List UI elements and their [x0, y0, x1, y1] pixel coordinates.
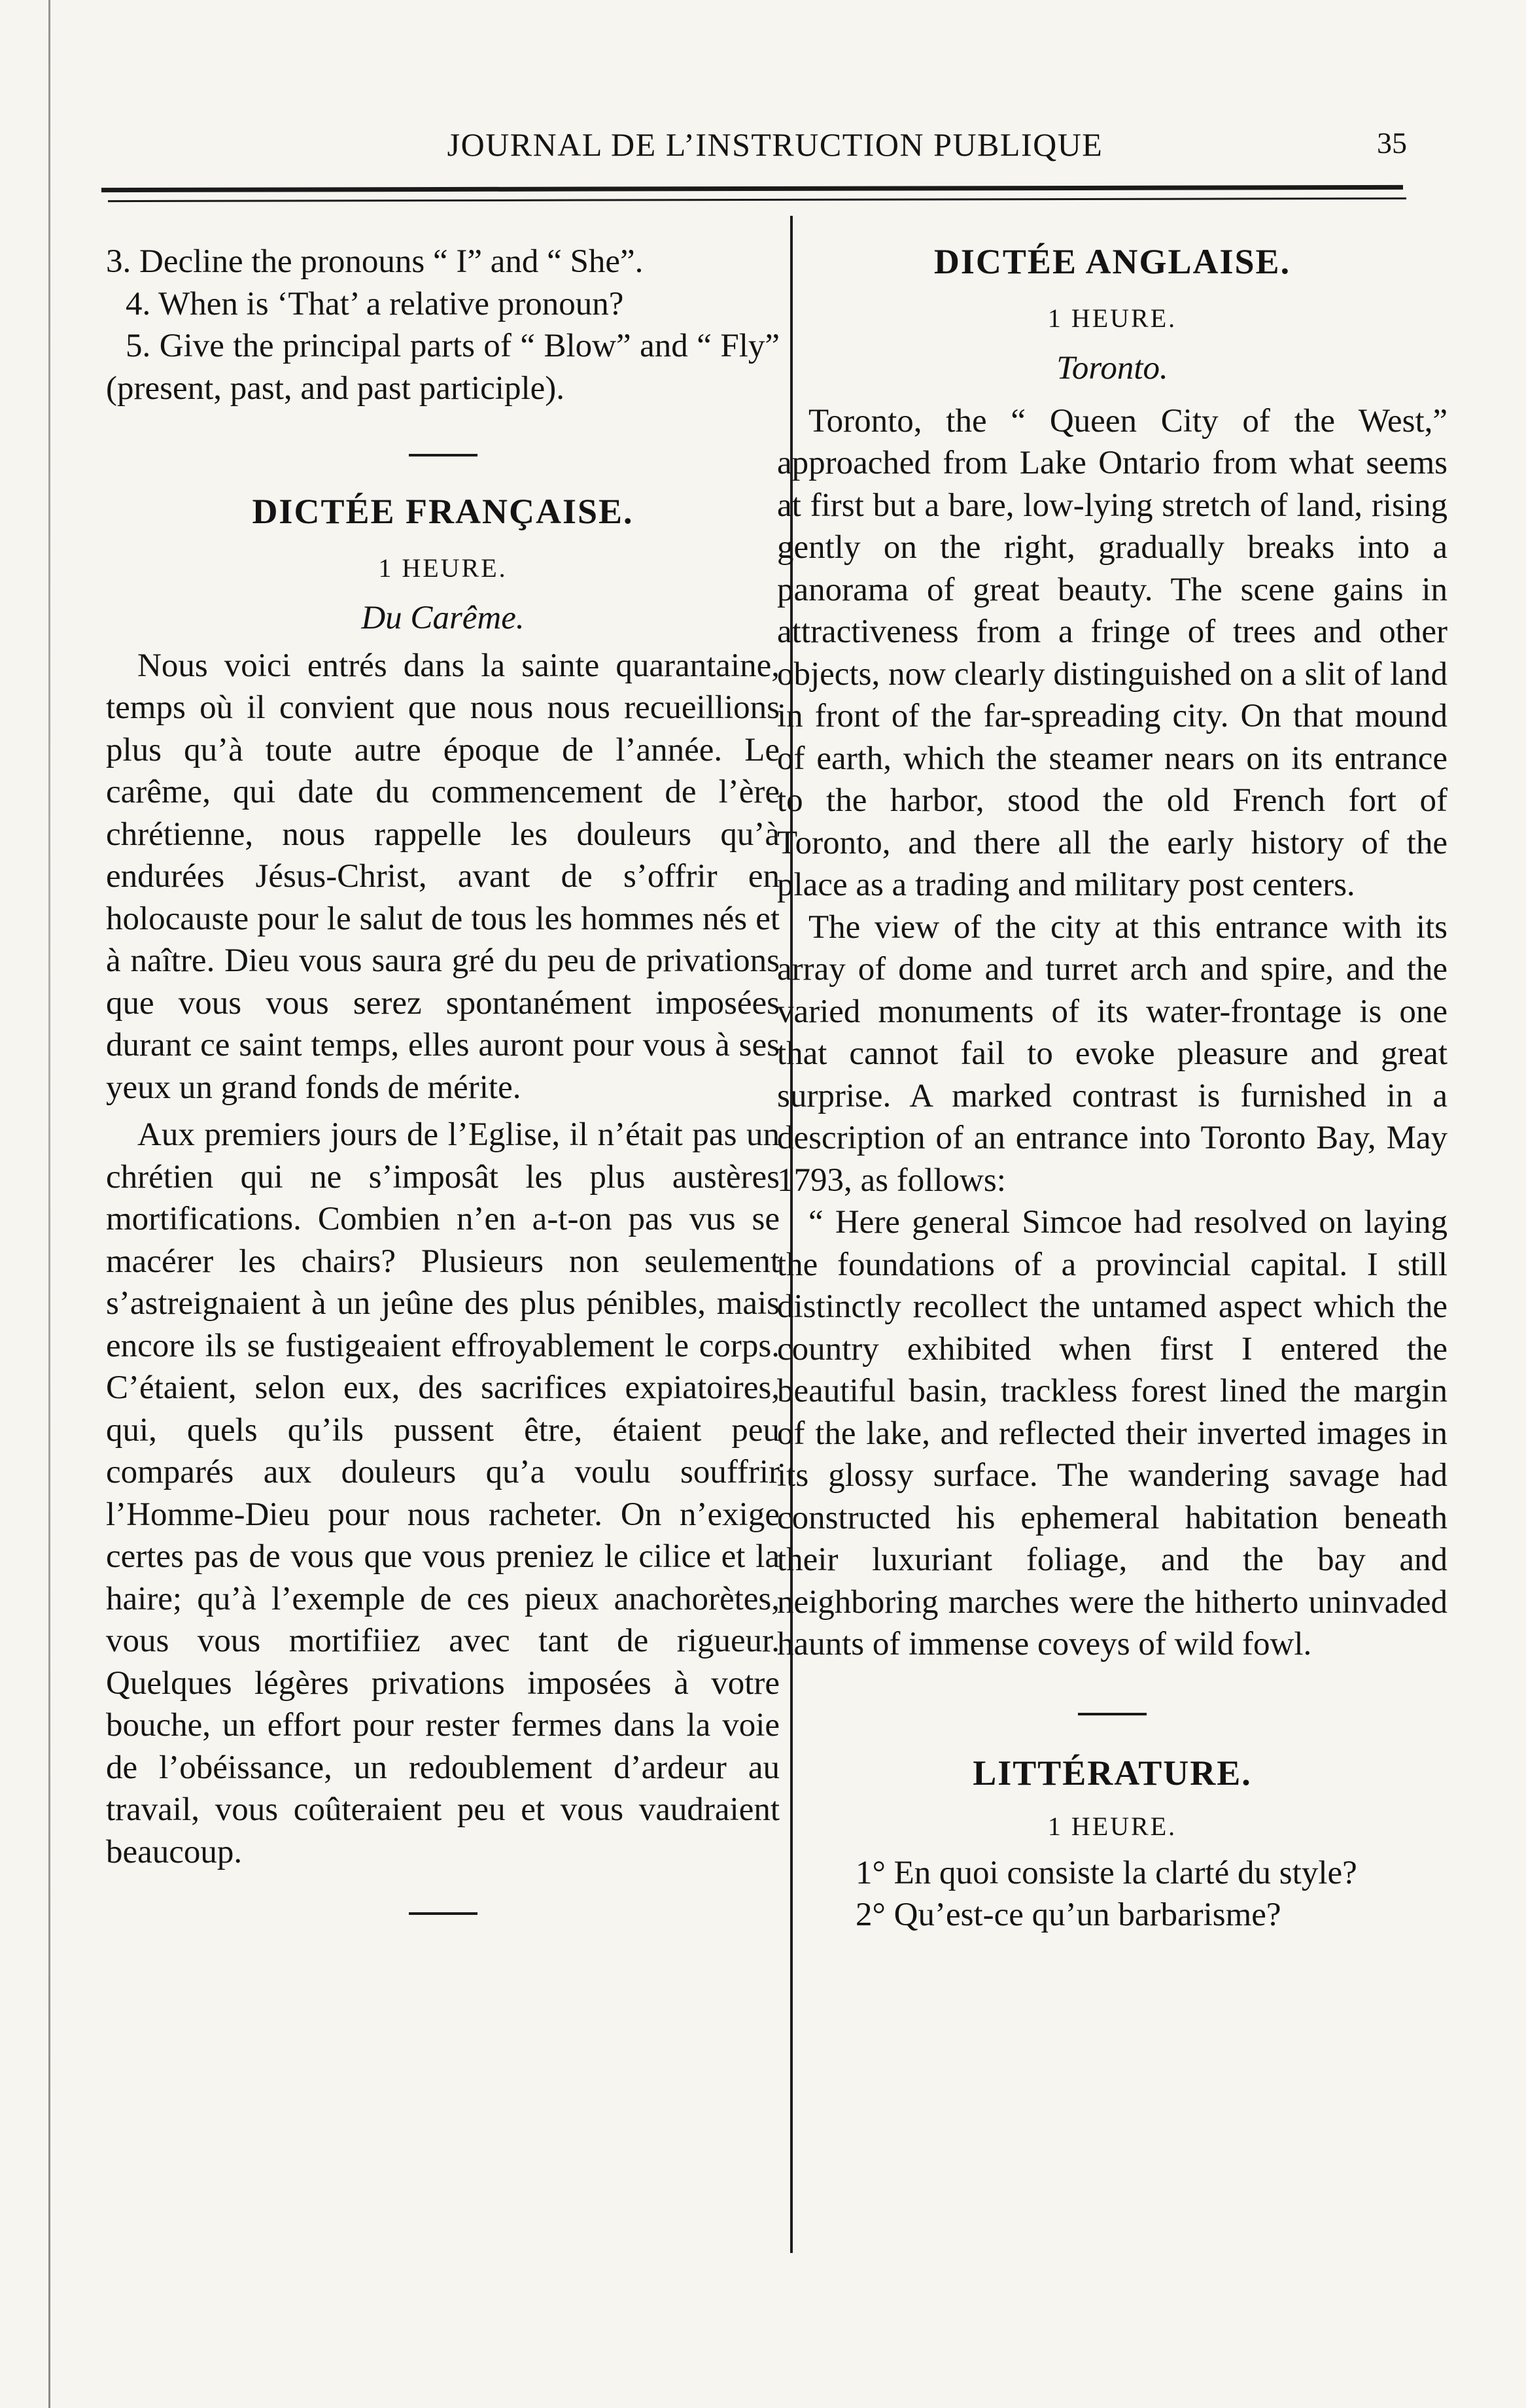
section-separator — [409, 1912, 477, 1915]
section-separator — [409, 454, 477, 456]
right-column — [777, 241, 1448, 1936]
dictee-anglaise-paragraph-2: The view of the city at this entrance with its array of dome and turret arch and spire, and the varied monuments of its water-frontage is one that cannot fail to evoke pleasure and great surprise. A marked contrast is furnished in a description of an entrance into Toronto Bay, May 1793, as follows: — [777, 908, 1448, 1199]
dictee-anglaise-title: DICTÉE ANGLAISE. — [933, 242, 1291, 281]
grammar-questions — [106, 241, 780, 409]
left-column — [106, 241, 780, 1915]
header-rule-thick — [101, 185, 1403, 192]
header-rule-thin — [108, 198, 1406, 202]
section-separator — [1078, 1713, 1147, 1715]
dictee-francaise-subject: Du Carême. — [361, 600, 525, 636]
question-3: 3. Decline the pronouns “ I” and “ She”. — [106, 243, 644, 280]
dictee-anglaise-quote: “ Here general Simcoe had resolved on laying the foundations of a provincial capital. I still distinctly recollect the untamed aspect which the country exhibited when first I entered the beautiful basin, trackless forest lined the margin of the lake, and reflected their inverted images in its glossy surface. The wandering savage had constructed his ephemeral habitation beneath their luxuriant foliage, and the bay and neighboring marches were the hitherto uninvaded haunts of immense coveys of wild fowl. — [777, 1204, 1448, 1662]
litterature-question-1: 1° En quoi consiste la clarté du style? — [856, 1854, 1357, 1891]
page-number: 35 — [1377, 126, 1407, 160]
dictee-anglaise-paragraph-1: Toronto, the “ Queen City of the West,” approached from Lake Ontario from what seems at first but a bare, low-lying stretch of land, rising gently on the right, gradually breaks into a panorama of great beauty. The scene gains in attractiveness from a fringe of trees and other objects, now clearly distinguished on a slit of land in front of the far-spreading city. On that mound of earth, which the steamer nears on its entrance to the harbor, stood the old French fort of Toronto, and there all the early history of the place as a trading and military post centers. — [777, 402, 1448, 903]
litterature-question-2: 2° Qu’est-ce qu’un barbarisme? — [856, 1897, 1281, 1933]
question-4: 4. When is ‘That’ a relative pronoun? — [126, 285, 624, 322]
litterature-title: LITTÉRATURE. — [973, 1753, 1252, 1793]
dictee-francaise-title: DICTÉE FRANÇAISE. — [252, 492, 634, 531]
page-binding-edge — [48, 0, 50, 2408]
dictee-francaise-paragraph-1: Nous voici entrés dans la sainte quarantaine, temps où il convient que nous nous recueillions plus qu’à toute autre époque de l’année. Le carême, qui date du commencement de l’ère chrétienne, nous rappelle les douleurs qu’à endurées Jésus-Christ, avant de s’offrir en holocauste pour le salut de tous les hommes nés et à naître. Dieu vous saura gré du peu de privations que vous vous serez spontanément imposées durant ce saint temps, elles auront pour vous à ses yeux un grand fonds de mérite. — [106, 647, 780, 1106]
dictee-francaise-time: 1 HEURE. — [378, 553, 508, 583]
dictee-anglaise-time: 1 HEURE. — [1047, 303, 1177, 333]
question-5: 5. Give the principal parts of “ Blow” and “ Fly” (present, past, and past participle). — [106, 328, 780, 407]
dictee-anglaise-subject: Toronto. — [1056, 350, 1168, 387]
litterature-time: 1 HEURE. — [1047, 1812, 1177, 1841]
running-title: JOURNAL DE L’INSTRUCTION PUBLIQUE — [447, 126, 1103, 163]
dictee-francaise-paragraph-2: Aux premiers jours de l’Eglise, il n’était pas un chrétien qui ne s’imposât les plus austères mortifications. Combien n’en a-t-on pas vus se macérer les chairs? Plusieurs non seulement s’astreignaient à un jeûne des plus pénibles, mais encore ils se fustigeaient effroyablement le corps. C’étaient, selon eux, des sacrifices expiatoires, qui, quels qu’ils pussent être, étaient peu comparés aux douleurs qu’a voulu souffrir l’Homme-Dieu pour nous racheter. On n’exige certes pas de vous que vous preniez le cilice et la haire; qu’à l’exemple de ces pieux anachorètes, vous vous mortifiiez avec tant de rigueur. Quelques légères privations imposées à votre bouche, un effort pour rester fermes dans la voie de l’obéissance, un redoublement d’ardeur au travail, vous coûteraient peu et vous vaudraient beaucoup. — [106, 1116, 780, 1870]
